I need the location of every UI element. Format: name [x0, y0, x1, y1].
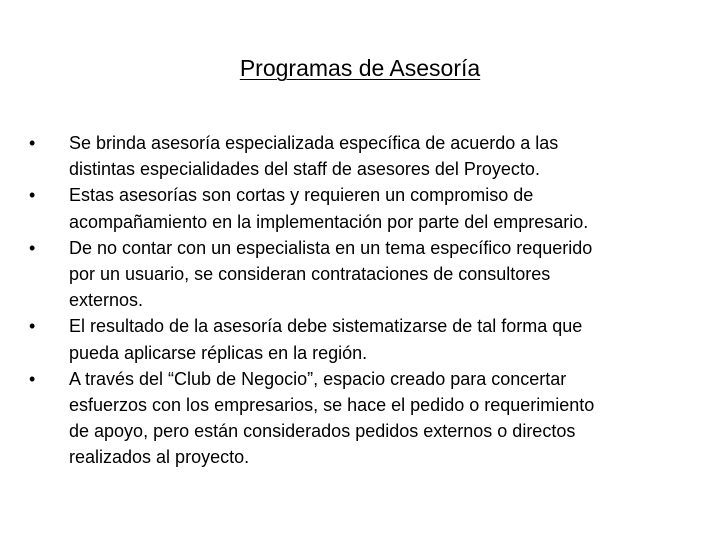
bullet-list	[29, 130, 689, 471]
bullet-text-line: realizados al proyecto.	[69, 447, 250, 468]
bullet-text-line: acompañamiento en la implementación por parte del empresario.	[69, 211, 589, 232]
bullet-text	[69, 235, 689, 314]
bullet-item	[29, 313, 689, 365]
bullet-text-line: Estas asesorías son cortas y requieren un compromiso de	[69, 185, 534, 206]
bullet-marker: •	[29, 316, 36, 337]
bullet-text-line: distintas especialidades del staff de asesores del Proyecto.	[69, 159, 540, 180]
bullet-item	[29, 130, 689, 182]
bullet-marker: •	[29, 185, 36, 206]
bullet-text-line: El resultado de la asesoría debe sistematizarse de tal forma que	[69, 316, 583, 337]
slide-title: Programas de Asesoría	[239, 55, 481, 81]
bullet-marker: •	[29, 368, 36, 389]
bullet-text-line: de apoyo, pero están considerados pedidos externos o directos	[69, 421, 576, 442]
bullet-text-line: por un usuario, se consideran contrataciones de consultores	[69, 264, 551, 285]
bullet-text	[69, 182, 689, 234]
bullet-text-line: Se brinda asesoría especializada específica de acuerdo a las	[69, 133, 559, 153]
bullet-text	[69, 313, 689, 365]
bullet-text	[69, 130, 689, 182]
bullet-item	[29, 366, 689, 471]
bullet-text-line: pueda aplicarse réplicas en la región.	[69, 342, 368, 363]
bullet-marker: •	[29, 133, 36, 153]
bullet-text-line: A través del “Club de Negocio”, espacio creado para concertar	[69, 368, 567, 389]
bullet-text-line: De no contar con un especialista en un tema específico requerido	[69, 237, 593, 258]
bullet-text	[69, 366, 689, 471]
bullet-text-line: esfuerzos con los empresarios, se hace el pedido o requerimiento	[69, 395, 595, 416]
bullet-item	[29, 182, 689, 234]
bullet-text-line: externos.	[69, 290, 144, 311]
bullet-item	[29, 235, 689, 314]
bullet-marker: •	[29, 237, 36, 258]
